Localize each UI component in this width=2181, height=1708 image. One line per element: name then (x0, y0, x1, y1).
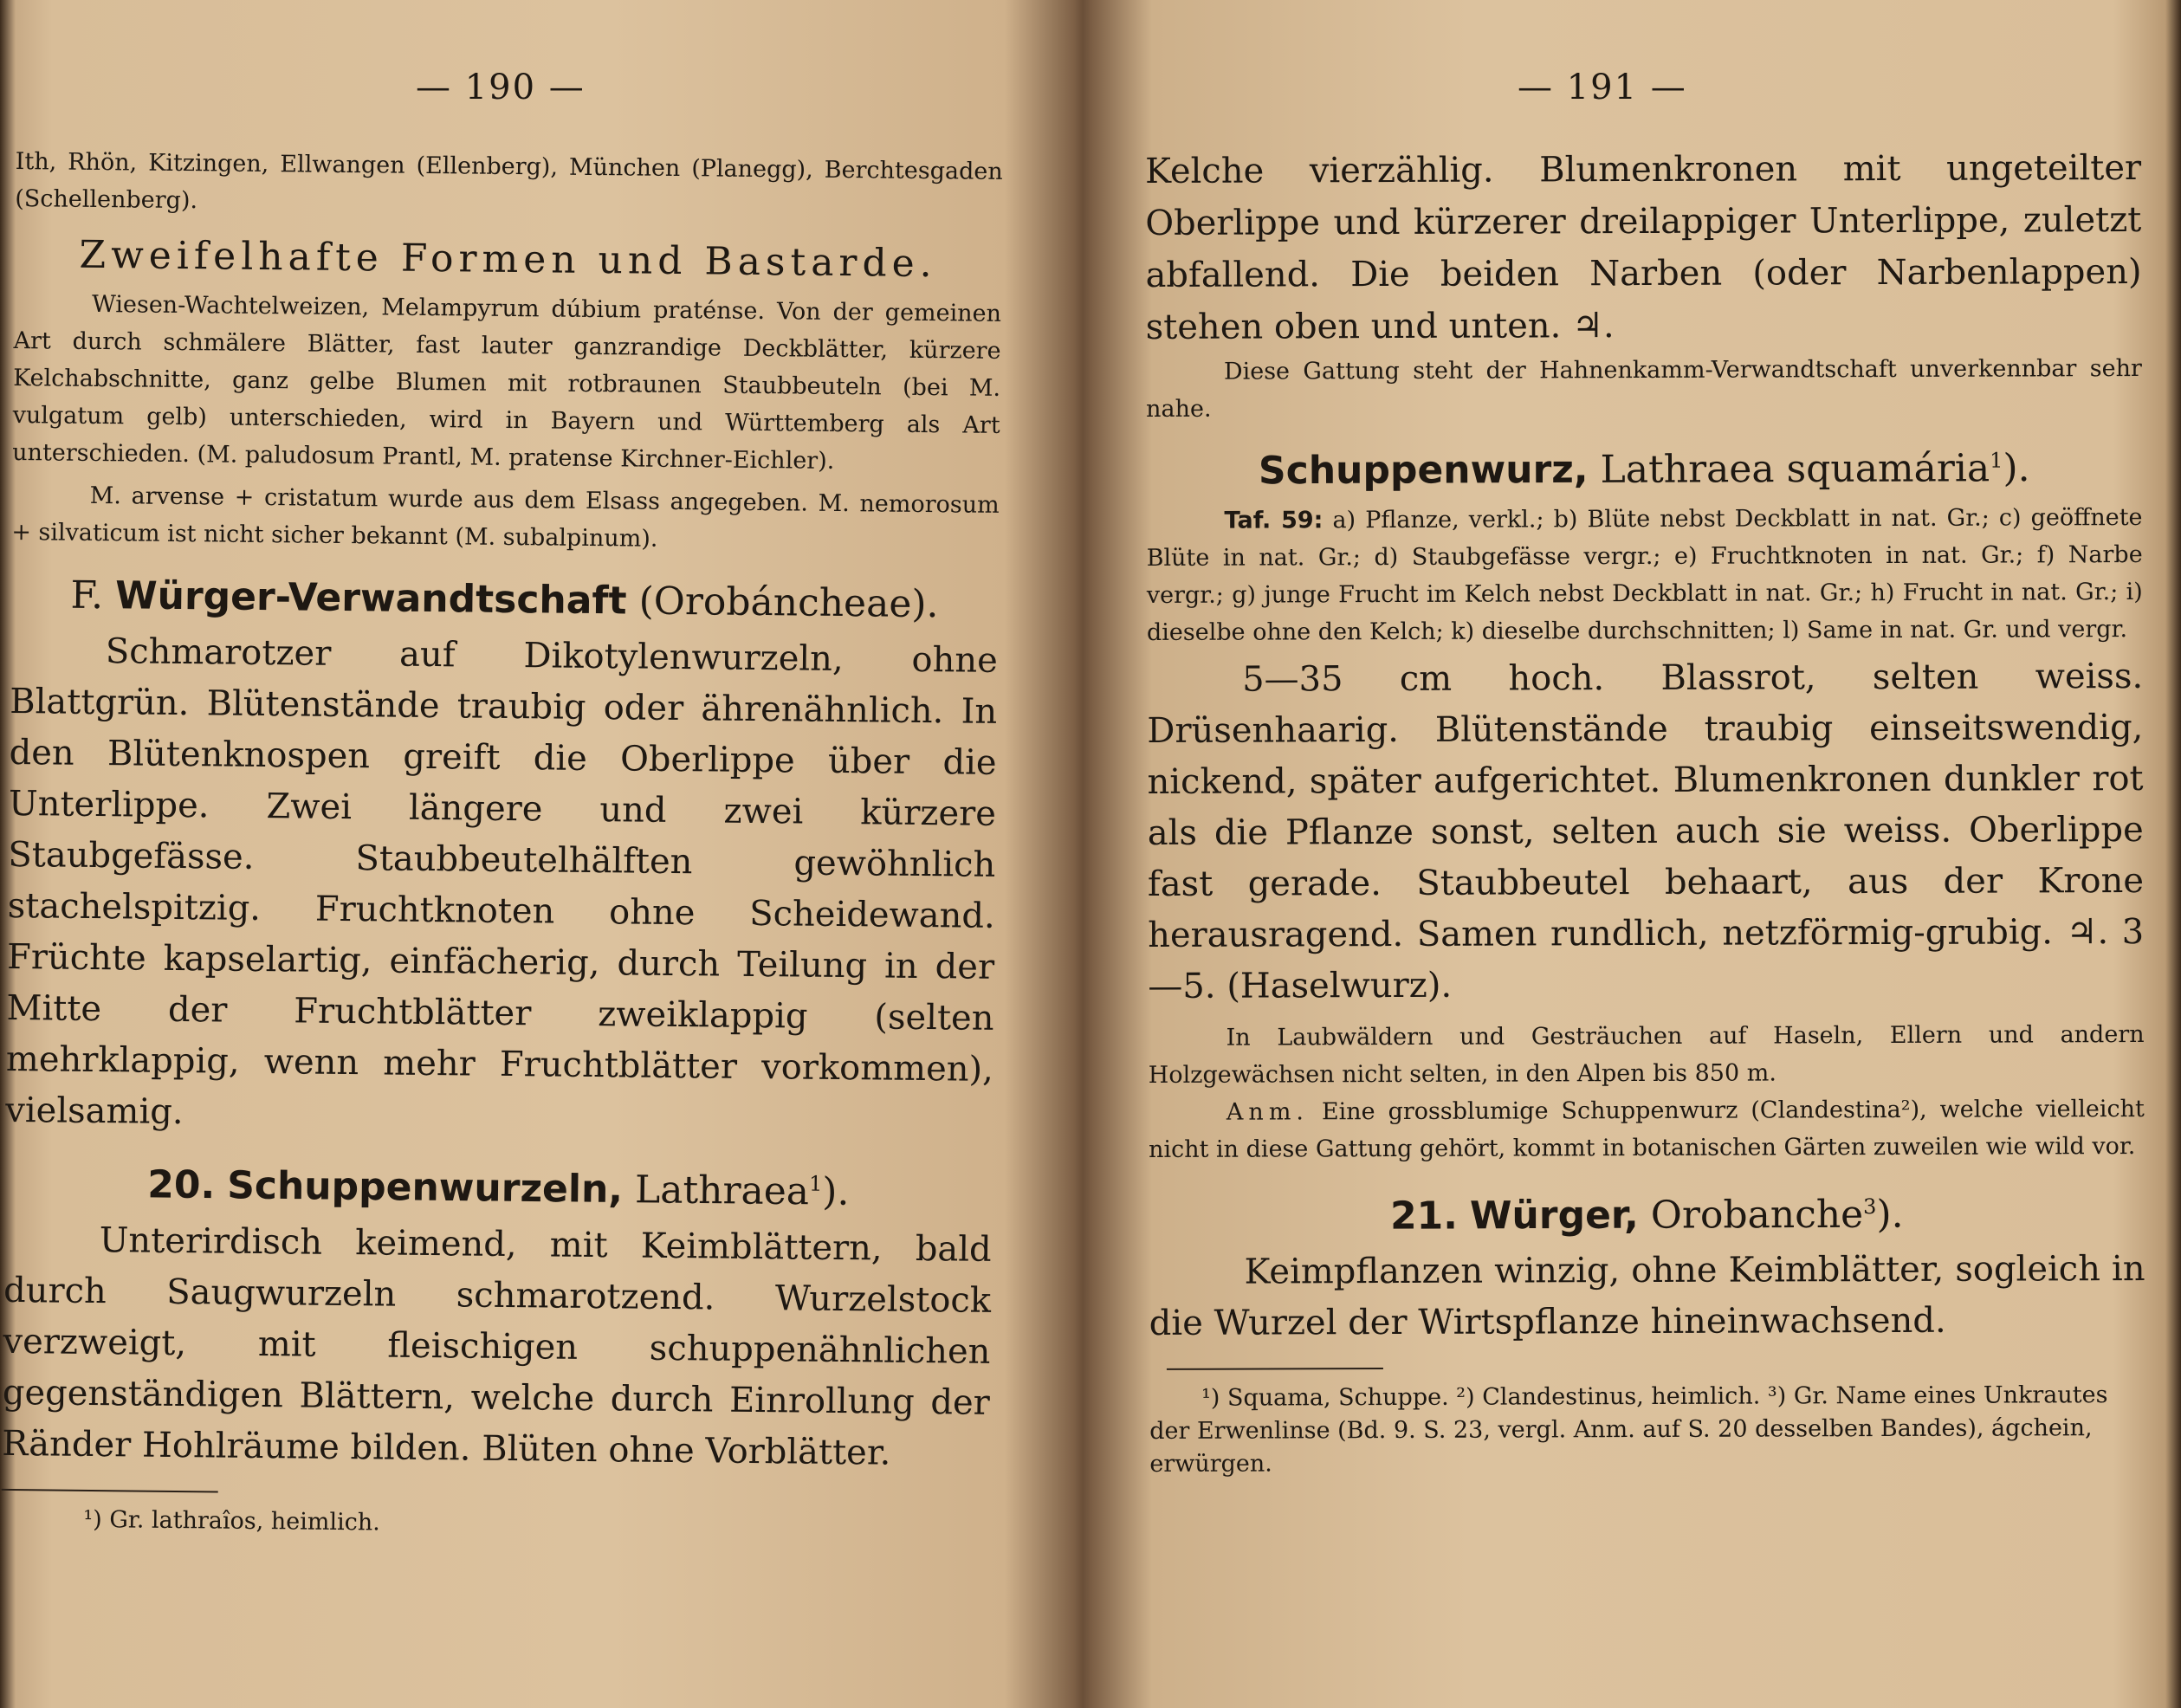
plate-caption (1146, 499, 2143, 651)
footnotes: ¹) Squama, Schuppe. ²) Clandestinus, heimlich. ³) Gr. Name eines Unkrautes der Erwenlinse (Bd. 9. S. 23, vergl. Anm. auf S. 20 desselben Bandes), ágchein, erwürgen. (1149, 1381, 2108, 1478)
species-note-ref: 1 (1990, 448, 2003, 473)
genus-continuation: Kelche vierzählig. Blumenkronen mit ungeteilter Oberlippe und kürzerer dreilappiger Unterlippe, zuletzt abfallend. Die beiden Narben (oder Narbenlappen) stehen oben und unten. ♃. (1145, 147, 2142, 347)
species-heading (1146, 430, 2142, 502)
genus-note: Diese Gattung steht der Hahnenkamm-Verwandtschaft unverkennbar sehr nahe. (1146, 354, 2142, 423)
species-heading-end: ). (2003, 446, 2030, 491)
family-description: Schmarotzer auf Dikotylenwurzeln, ohne Blattgrün. Blütenstände traubig oder ährenähnlich. In den Blütenknospen greift die Oberlippe über die Unterlippe. Zwei längere und zwei kürzere Staubgefässe. Staubbeutelhälften gewöhnlich stachelspitzig. Fruchtknoten ohne Scheidewand. Früchte kapselartig, einfächerig, durch Teilung in der Mitte der Fruchtblätter zweiklappig (selten mehrklappig, wenn mehr Fruchtblätter vorkommen), vielsamig. (5, 631, 999, 1133)
plate-label: Taf. 59: (1224, 506, 1323, 534)
genus-note-ref: 1 (808, 1171, 823, 1196)
genus21-heading-end: ). (1876, 1192, 1904, 1237)
intro-paragraph: Ith, Rhön, Kitzingen, Ellwangen (Ellenberg), München (Planegg), Berchtesgaden (Schellenberg). (15, 147, 1003, 215)
genus-latin: Lathraea (634, 1168, 810, 1214)
page-number: — 191 — (1518, 68, 1687, 107)
species-latin: Lathraea squamária (1600, 446, 1990, 492)
footnote-rule (1167, 1368, 1383, 1370)
left-text-column (1, 143, 1003, 1546)
species-name: Schuppenwurz, (1258, 447, 1589, 494)
right-page (1093, 0, 2181, 1708)
genus21-number: 21. (1389, 1194, 1459, 1239)
doubtful-forms-paragraph: Wiesen-Wachtelweizen, Melampyrum dúbium praténse. Von der gemeinen Art durch schmälere Blätter, fast lauter ganzrandige Deckblätter, kürzere Kelchabschnitte, ganz gelbe Blumen mit rotbraunen Staubbeuteln (bei M. vulgatum gelb) unterschieden, wird in Bayern und Württemberg als Art unterschieden. (M. paludosum Prantl, M. pratense Kirchner-Eichler). (12, 290, 1002, 475)
footnote: ¹) Gr. lathraîos, heimlich. (83, 1505, 380, 1537)
annotation-paragraph (1149, 1090, 2145, 1168)
species-description: 5—35 cm hoch. Blassrot, selten weiss. Drüsenhaarig. Blütenstände traubig einseitswendig, nickend, später aufgerichtet. Blumenkronen dunkler rot als die Pflanze sonst, selten auch sie weiss. Oberlippe fast gerade. Staubbeutel behaart, aus der Krone herausragend. Samen rundlich, netzförmig-grubig. ♃. 3—5. (Haselwurz). (1147, 656, 2145, 1006)
genus21-note-ref: 3 (1863, 1194, 1877, 1219)
family-heading (10, 565, 999, 636)
right-text-column (1145, 142, 2145, 1481)
genus-heading (4, 1145, 993, 1225)
plate-text: a) Pflanze, verkl.; b) Blüte nebst Deckblatt in nat. Gr.; c) geöffnete Blüte in nat. Gr.; d) Staubgefässe vergr.; e) Fruchtknoten in nat. Gr.; f) Narbe vergr.; g) junge Frucht im Kelch nebst Deckblatt in nat. Gr.; h) Frucht in nat. Gr.; i) dieselbe ohne den Kelch; k) dieselbe durchschnitten; l) Same in nat. Gr. und vergr. (1146, 503, 2143, 646)
left-page (0, 0, 1074, 1708)
annotation-text: Eine grossblumige Schuppenwurz (Clandestina²), welche vielleicht nicht in diese Gattung gehört, kommt in botanischen Gärten zuweilen wie wild vor. (1148, 1095, 2145, 1163)
habitat-paragraph: In Laubwäldern und Gesträuchen auf Haseln, Ellern und andern Holzgewächsen nicht selten, in den Alpen bis 850 m. (1148, 1020, 2145, 1089)
genus-heading-end: ). (822, 1169, 850, 1214)
footnote-rule (2, 1489, 218, 1493)
genus-description: Unterirdisch keimend, mit Keimblättern, bald durch Saugwurzeln schmarotzend. Wurzelstock verzweigt, mit fleischigen schuppenähnlichen gegenständigen Blättern, welche durch Einrollung der Ränder Hohlräume bilden. Blüten ohne Vorblätter. (2, 1220, 992, 1473)
hybrids-paragraph: M. arvense + cristatum wurde aus dem Elsass angegeben. M. nemorosum + silvaticum ist nicht sicher bekannt (M. subalpinum). (11, 482, 1000, 553)
family-latin: (Orobáncheae). (638, 579, 939, 627)
genus21-description: Keimpflanzen winzig, ohne Keimblätter, sogleich in die Wurzel der Wirtspflanze hineinwachsend. (1149, 1249, 2145, 1344)
genus21-latin: Orobanche (1650, 1192, 1864, 1238)
family-letter: F. (70, 573, 104, 618)
annotation-label: Anm. (1226, 1098, 1310, 1126)
genus21-name: Würger, (1469, 1193, 1639, 1239)
genus21-heading (1149, 1175, 2145, 1248)
family-name: Würger-Verwandtschaft (114, 573, 627, 624)
page-number: — 190 — (416, 68, 586, 107)
genus-name: Schuppenwurzeln, (226, 1163, 624, 1213)
genus-number: 20. (147, 1162, 216, 1208)
doubtful-forms-heading: Zweifelhafte Formen und Bastarde. (79, 232, 937, 287)
